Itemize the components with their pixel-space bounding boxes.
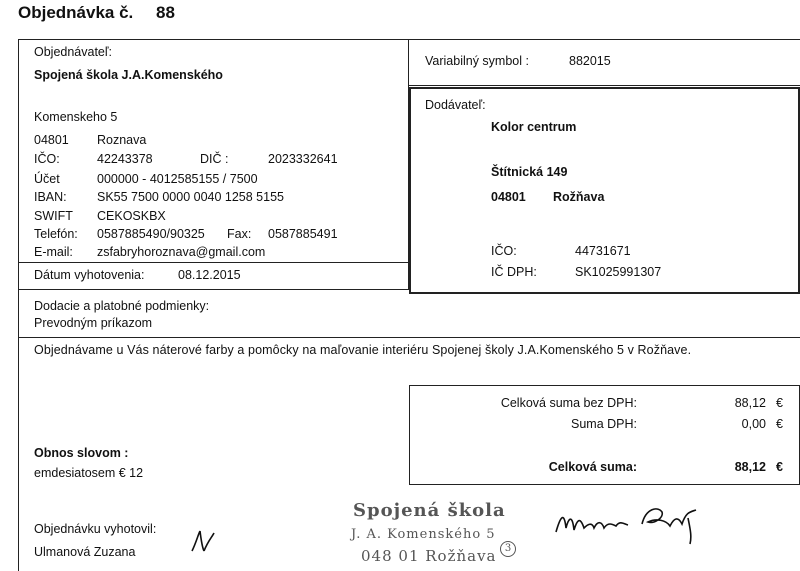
frame-top-line: [18, 39, 800, 40]
supplier-ico: 44731671: [575, 244, 631, 258]
customer-dic-label: DIČ :: [200, 152, 229, 166]
date-bottom-line: [18, 289, 409, 290]
amount-words-value: emdesiatosem € 12: [34, 466, 144, 480]
terms-value: Prevodným príkazom: [34, 316, 153, 330]
customer-street: Komenskeho 5: [34, 110, 118, 124]
stamp-line1: Spojená škola: [353, 500, 506, 521]
customer-phone-label: Telefón:: [34, 227, 78, 241]
order-title-label: Objednávka č.: [18, 3, 134, 22]
amount-words-label: Obnos slovom :: [34, 446, 129, 460]
customer-zip: 04801: [34, 133, 69, 147]
stamp-number: 3: [500, 541, 516, 557]
stamp-line2: J. A. Komenského 5: [351, 527, 496, 542]
order-body-text: Objednávame u Vás náterové farby a pomôcky na maľovanie interiéru Spojenej školy J.A.Komenského 5 v Rožňave.: [34, 343, 692, 357]
terms-bottom-line: [18, 337, 800, 338]
customer-swift: CEKOSKBX: [97, 209, 166, 223]
supplier-icdph-label: IČ DPH:: [491, 265, 537, 279]
customer-swift-label: SWIFT: [34, 209, 73, 223]
customer-account: 000000 - 4012585155 / 7500: [97, 172, 258, 186]
customer-name: Spojená škola J.A.Komenského: [34, 68, 223, 82]
customer-ico-label: IČO:: [34, 152, 60, 166]
frame-left-line: [18, 39, 19, 571]
prepared-by-label: Objednávku vyhotovil:: [34, 522, 157, 536]
supplier-label: Dodávateľ:: [425, 98, 486, 112]
supplier-zip: 04801: [491, 190, 526, 204]
total-net-value: 88,12: [734, 396, 766, 410]
issue-date-label: Dátum vyhotovenia:: [34, 268, 145, 282]
customer-phone: 0587885490/90325: [97, 227, 205, 241]
customer-fax: 0587885491: [268, 227, 338, 241]
total-vat-label: Suma DPH:: [571, 417, 637, 431]
total-value: 88,12: [734, 460, 766, 474]
variable-symbol: 882015: [569, 54, 611, 68]
prepared-by-name: Ulmanová Zuzana: [34, 545, 136, 559]
total-net-currency: €: [776, 396, 783, 410]
total-currency: €: [776, 460, 783, 474]
supplier-name: Kolor centrum: [491, 120, 577, 134]
variable-symbol-label: Variabilný symbol :: [425, 54, 529, 68]
customer-email: zsfabryhoroznava@gmail.com: [97, 245, 266, 259]
initials-signature: [188, 525, 218, 557]
stamp-line3: 048 01 Rožňava: [361, 547, 497, 565]
supplier-ico-label: IČO:: [491, 244, 517, 258]
vs-bottom-line: [408, 85, 800, 86]
total-vat-value: 0,00: [741, 417, 766, 431]
total-net-label: Celková suma bez DPH:: [500, 396, 637, 410]
total-vat-currency: €: [776, 417, 783, 431]
customer-iban: SK55 7500 0000 0040 1258 5155: [97, 190, 284, 204]
supplier-box: [409, 87, 800, 294]
total-label: Celková suma:: [548, 460, 637, 474]
customer-label: Objednávateľ:: [34, 45, 113, 59]
customer-fax-label: Fax:: [227, 227, 252, 241]
supplier-street: Štítnická 149: [491, 165, 568, 179]
terms-label: Dodacie a platobné podmienky:: [34, 299, 210, 313]
customer-city: Roznava: [97, 133, 147, 147]
customer-iban-label: IBAN:: [34, 190, 67, 204]
customer-email-label: E-mail:: [34, 245, 73, 259]
customer-account-label: Účet: [34, 172, 60, 186]
supplier-city: Rožňava: [553, 190, 605, 204]
signature: [550, 498, 730, 548]
supplier-icdph: SK1025991307: [575, 265, 662, 279]
customer-dic: 2023332641: [268, 152, 338, 166]
order-title: [18, 3, 175, 23]
issue-date: 08.12.2015: [178, 268, 241, 282]
date-top-line: [18, 262, 408, 263]
order-number: 88: [156, 3, 175, 22]
customer-ico: 42243378: [97, 152, 153, 166]
